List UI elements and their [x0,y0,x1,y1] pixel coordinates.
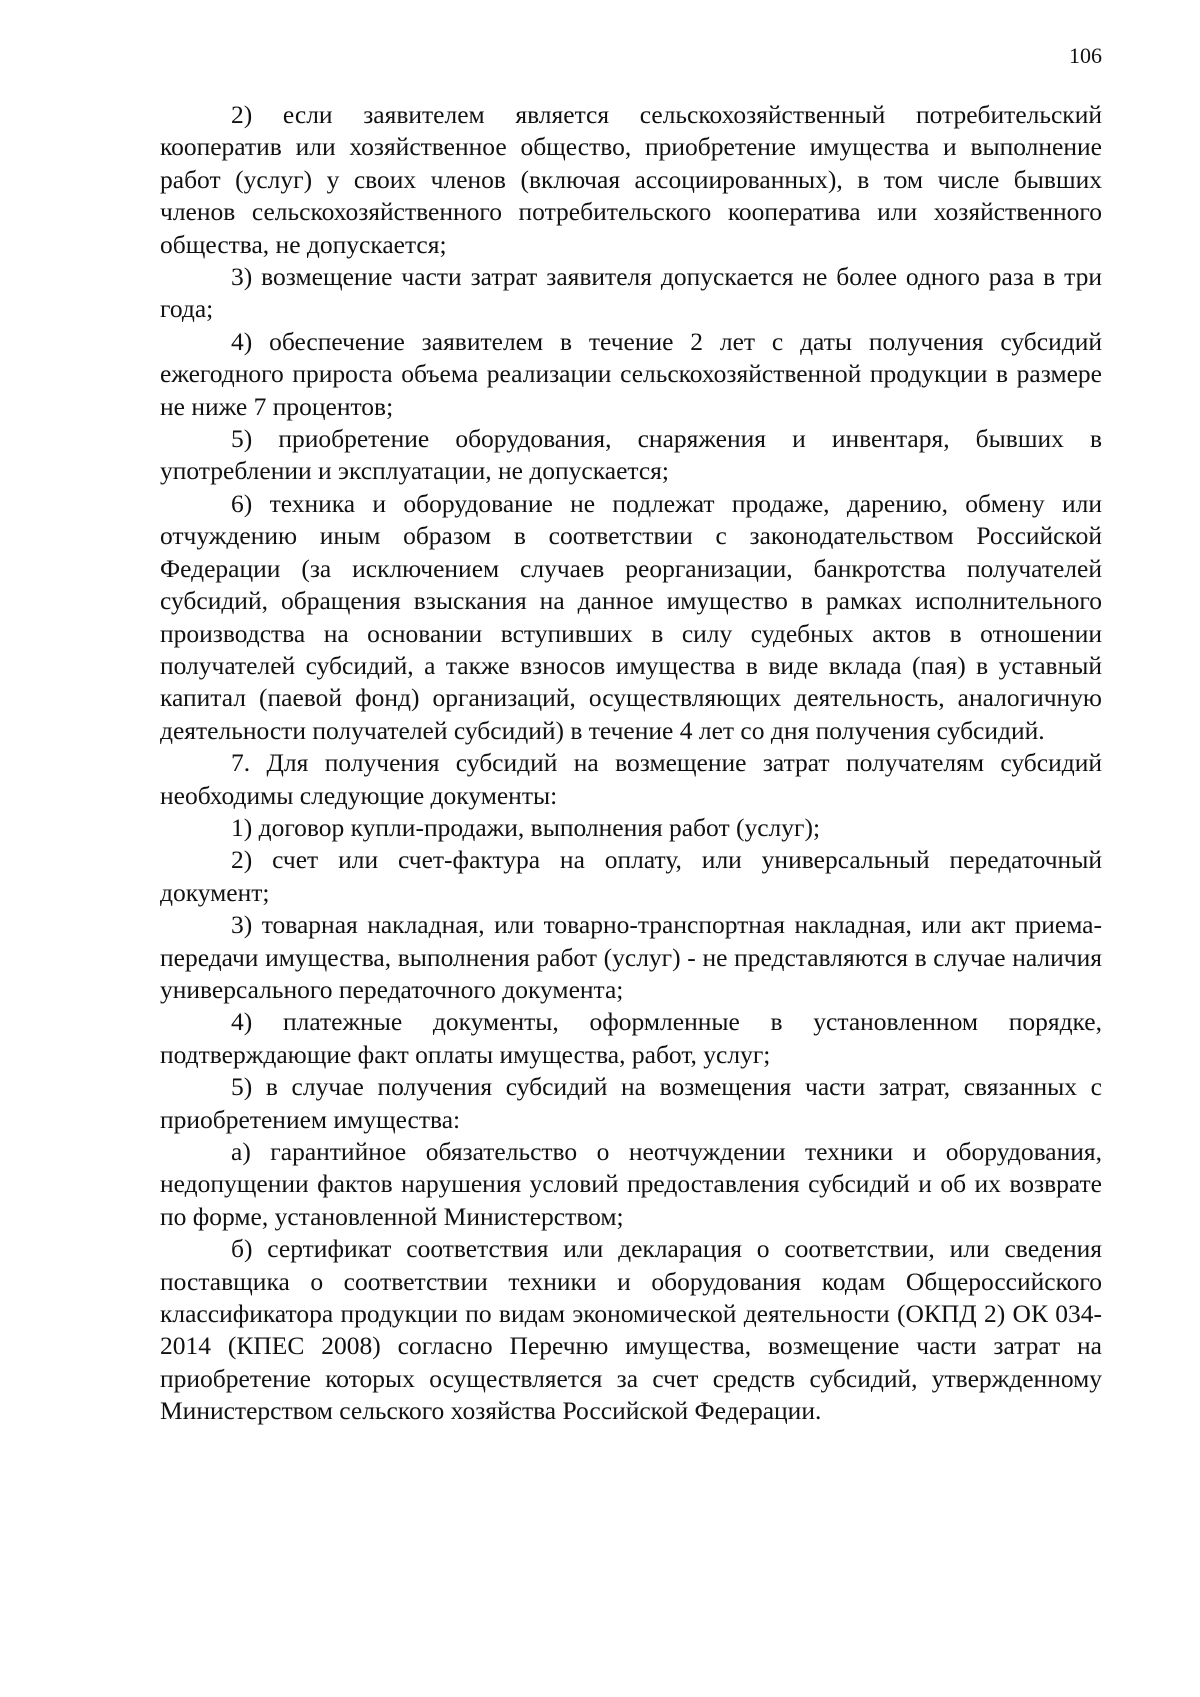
paragraph-doc-5: 5) в случае получения субсидий на возмещения части затрат, связанных с приобретением имущества: [160,1072,1102,1134]
page-number: 106 [1069,43,1102,68]
paragraph-doc-1: 1) договор купли-продажи, выполнения работ (услуг); [231,812,821,842]
paragraph-doc-4: 4) платежные документы, оформленные в установленном порядке, подтверждающие факт оплаты имущества, работ, услуг; [160,1007,1102,1069]
paragraph-doc-3: 3) товарная накладная, или товарно-транспортная накладная, или акт приема-передачи имущества, выполнения работ (услуг) - не представляются в случае наличия универсального передаточного документа; [160,910,1102,1004]
document-body [160,99,1102,1428]
paragraph-item-6: 6) техника и оборудование не подлежат продаже, дарению, обмену или отчуждению иным образом в соответствии с законодательством Российской Федерации (за исключением случаев реорганизации, банкротства получателей субсидий, обращения взыскания на данное имущество в рамках исполнительного производства на основании вступивших в силу судебных актов в отношении получателей субсидий, а также взносов имущества в виде вклада (пая) в уставный капитал (паевой фонд) организаций, осуществляющих деятельность, аналогичную деятельности получателей субсидий) в течение 4 лет со дня получения субсидий. [160,488,1102,745]
paragraph-item-4: 4) обеспечение заявителем в течение 2 лет с даты получения субсидий ежегодного прироста объема реализации сельскохозяйственной продукции в размере не ниже 7 процентов; [160,326,1102,421]
paragraph-section-7: 7. Для получения субсидий на возмещение затрат получателям субсидий необходимы следующие документы: [160,748,1102,810]
paragraph-doc-5a: а) гарантийное обязательство о неотчуждении техники и оборудования, недопущении фактов нарушения условий предоставления субсидий и об их возврате по форме, установленной Министерством; [160,1137,1102,1231]
paragraph-doc-2: 2) счет или счет-фактура на оплату, или универсальный передаточный документ; [160,845,1102,907]
paragraph-item-2: 2) если заявителем является сельскохозяйственный потребительский кооператив или хозяйственное общество, приобретение имущества и выполнение работ (услуг) у своих членов (включая ассоциированных), в том числе бывших членов сельскохозяйственного потребительского кооператива или хозяйственного общества, не допускается; [160,100,1102,259]
paragraph-doc-5b: б) сертификат соответствия или декларация о соответствии, или сведения поставщика о соответствии техники и оборудования кодам Общероссийского классификатора продукции по видам экономической деятельности (ОКПД 2) ОК 034-2014 (КПЕС 2008) согласно Перечню имущества, возмещение части затрат на приобретение которых осуществляется за счет средств субсидий, утвержденному Министерством сельского хозяйства Российской Федерации. [160,1234,1102,1426]
paragraph-item-3: 3) возмещение части затрат заявителя допускается не более одного раза в три года; [160,262,1102,324]
paragraph-item-5: 5) приобретение оборудования, снаряжения и инвентаря, бывших в употреблении и эксплуатации, не допускается; [160,424,1102,486]
